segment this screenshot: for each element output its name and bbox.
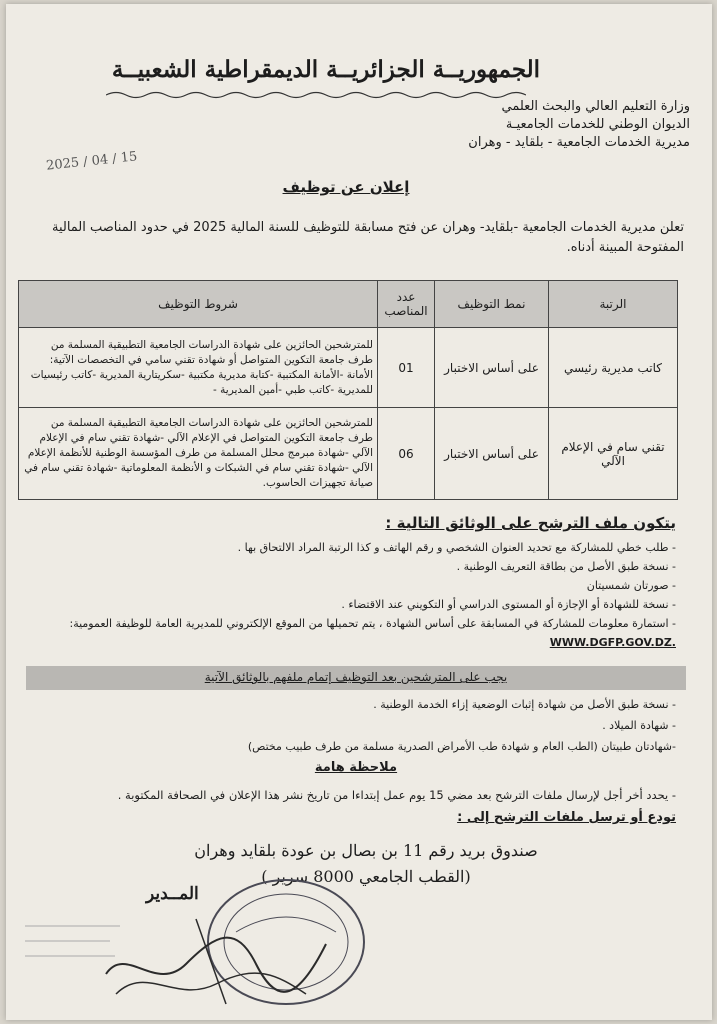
- list-item: -شهادتان طبيتان (الطب العام و شهادة طب الأمراض الصدرية مسلمة من طرف طبيب مختص): [247, 740, 676, 753]
- row-grade: تقني سام في الإعلام الآلي: [549, 408, 678, 500]
- note-heading: ملاحظة هامة: [314, 760, 398, 775]
- faded-lines-decoration: [20, 916, 130, 976]
- row-mode: على أساس الاختبار: [435, 408, 549, 500]
- ministry-line-1: وزارة التعليم العالي والبحث العلمي: [501, 99, 690, 114]
- document-page: [6, 4, 712, 1020]
- address-line-1: صندوق بريد رقم 11 بن بصال بن عودة بلقايد وهران: [194, 841, 538, 860]
- positions-table: [18, 280, 678, 500]
- header-conditions: شروط التوظيف: [19, 281, 378, 328]
- announcement-title: إعلان عن توظيف: [282, 178, 410, 196]
- table-row: [19, 408, 678, 500]
- row-conditions: للمترشحين الحائزين على شهادة الدراسات الجامعية التطبيقية المسلمة من طرف جامعة التكوين المتواصل أو شهادة تقني سامي في التخصصات الآتية: الأمانة -الأمانة المكتبية -كتابة مديرية مكتبية -سكريتارية المديرية -كاتب رئيسيات للمديرية -كاتب طبي -أمين المديرية -: [19, 328, 378, 408]
- list-item: - نسخة للشهادة أو الإجازة أو المستوى الدراسي أو التكويني عند الاقتضاء .: [341, 598, 676, 611]
- list-item: - نسخة طبق الأصل من بطاقة التعريف الوطنية .: [456, 560, 676, 573]
- list-item: - طلب خطي للمشاركة مع تحديد العنوان الشخصي و رقم الهاتف و كذا الرتبة المراد الالتحاق بها .: [237, 541, 676, 554]
- header-mode: نمط التوظيف: [435, 281, 549, 328]
- after-recruitment-heading: يجب على المترشحين بعد التوظيف إتمام ملفهم بالوثائق الآتية: [204, 670, 508, 684]
- row-mode: على أساس الاختبار: [435, 328, 549, 408]
- documents-heading: يتكون ملف الترشح على الوثائق التالية :: [385, 514, 676, 532]
- list-item: - نسخة طبق الأصل من شهادة إثبات الوضعية إزاء الخدمة الوطنية .: [373, 698, 676, 711]
- ministry-line-3: مديرية الخدمات الجامعية - بلقايد - وهران: [468, 135, 690, 150]
- list-item: - صورتان شمسيتان: [586, 579, 676, 592]
- ministry-line-2: الديوان الوطني للخدمات الجامعيـة: [505, 117, 690, 132]
- list-item: - استمارة معلومات للمشاركة في المسابقة على أساس الشهادة ، يتم تحميلها من الموقع الإلكتروني للمديرية العامة للوظيفة العمومية:: [69, 617, 676, 630]
- header-count: عدد المناصب: [378, 281, 435, 328]
- row-count: 01: [378, 328, 435, 408]
- faded-stamp-text: [20, 916, 130, 979]
- table-header-row: [19, 281, 678, 328]
- list-item: - شهادة الميلاد .: [602, 719, 676, 732]
- director-title: المــدير: [146, 884, 199, 904]
- announcement-intro: تعلن مديرية الخدمات الجامعية -بلقايد- وهران عن فتح مسابقة للتوظيف للسنة المالية 2025 في حدود المناصب المالية المفتوحة المبينة أدناه.: [51, 220, 684, 255]
- documents-list: [36, 538, 676, 652]
- after-recruitment-list: [36, 694, 676, 757]
- handwritten-date: 2025 / 04 / 15: [45, 149, 139, 174]
- republic-title: الجمهوريــة الجزائريــة الديمقراطية الشعبيــة: [111, 56, 541, 83]
- row-grade: كاتب مديرية رئيسي: [549, 328, 678, 408]
- deposit-heading: تودع أو ترسل ملفات الترشح إلى :: [457, 810, 676, 825]
- ministry-header: [350, 98, 690, 152]
- note-text: - يحدد أخر أجل لإرسال ملفات الترشح بعد مضي 15 يوم عمل إبتداءا من تاريخ نشر هذا الإعلان في الصحافة المكتوبة .: [117, 788, 676, 802]
- website-link: WWW.DGFP.GOV.DZ.: [549, 636, 676, 649]
- row-conditions: للمترشحين الحائزين على شهادة الدراسات الجامعية التطبيقية المسلمة من طرف جامعة التكوين المتواصل في الإعلام الآلي -شهادة تقني سام في الإعلام الآلي -شهادة مبرمج محلل المسلمة من طرف المؤسسة الوطنية للأنظمة الإعلام الآلي -شهادة تقني سام في الشبكات و الأنظمة المعلوماتية -شهادة تقني سام في صيانة تجهيزات الحاسوب.: [19, 408, 378, 500]
- row-count: 06: [378, 408, 435, 500]
- header-grade: الرتبة: [549, 281, 678, 328]
- table-row: [19, 328, 678, 408]
- address-line-2: (القطب الجامعي 8000 سرير ): [261, 867, 471, 886]
